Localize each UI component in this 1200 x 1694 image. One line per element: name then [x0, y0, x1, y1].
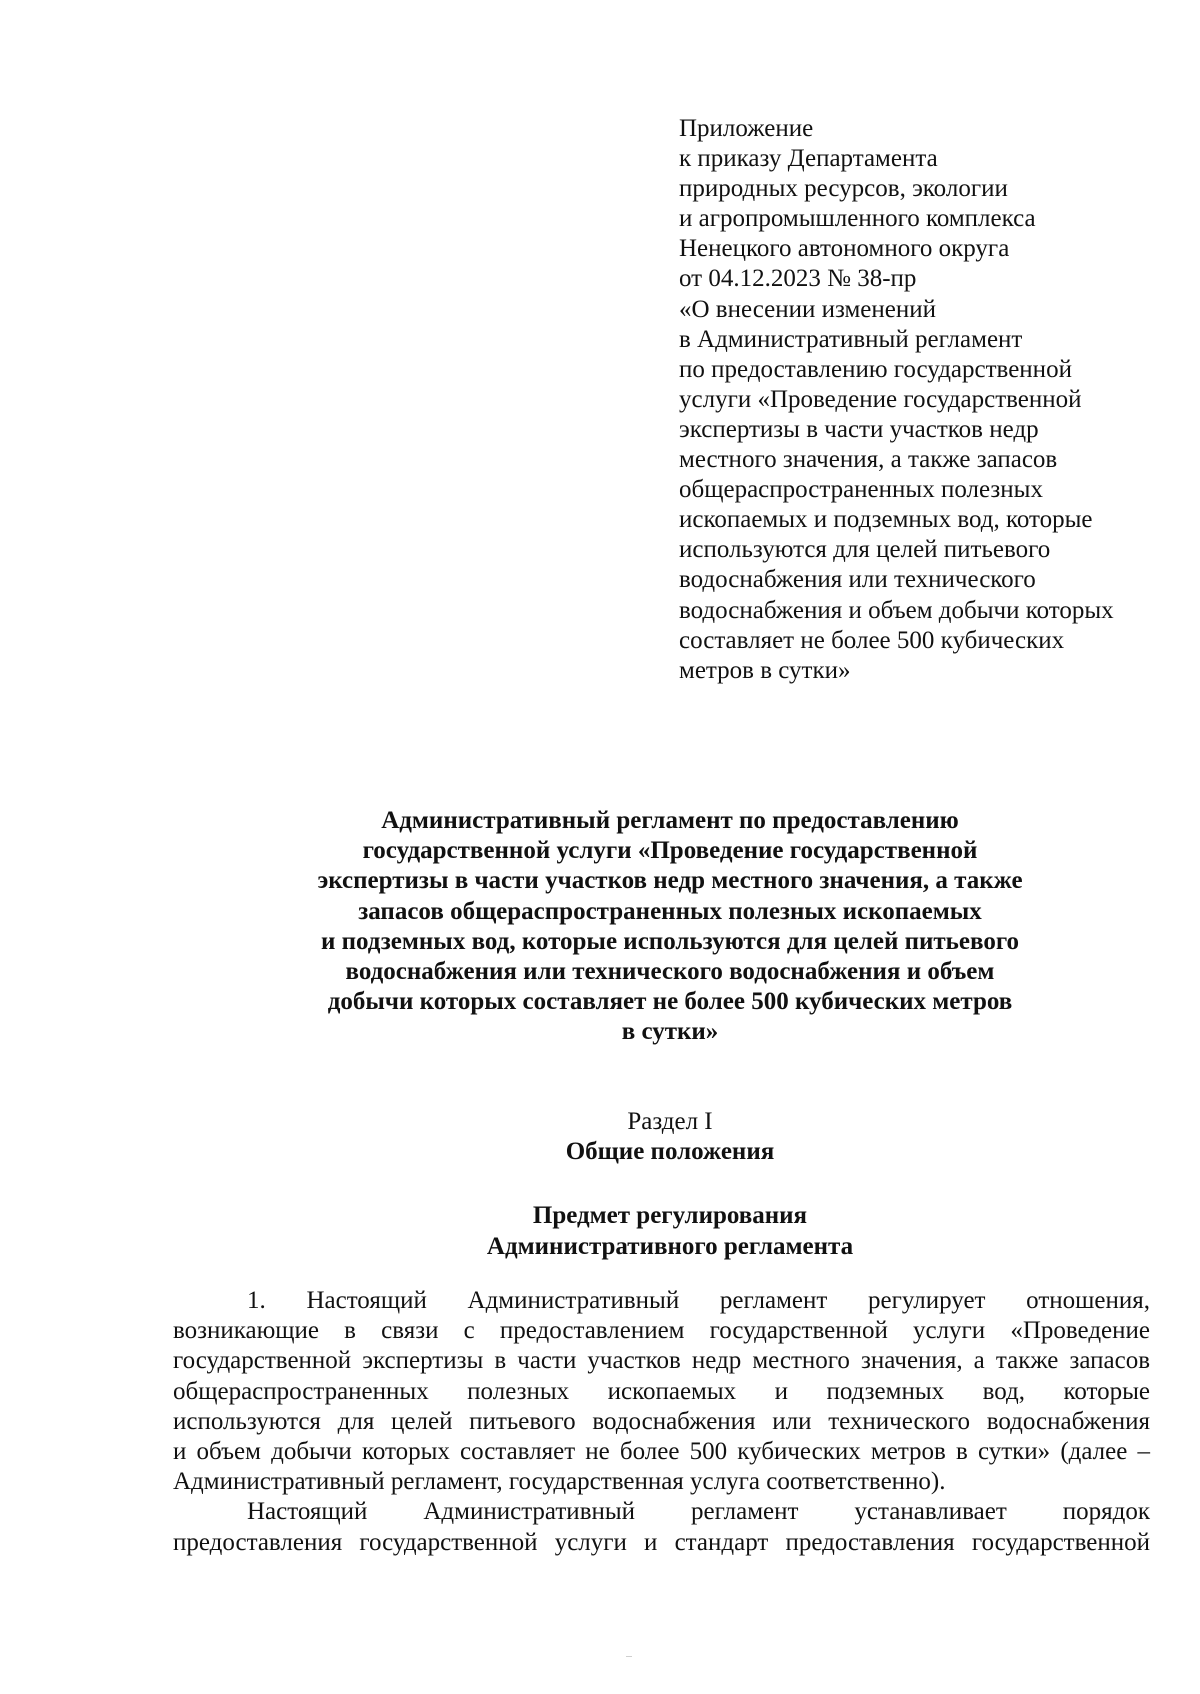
appendix-line: природных ресурсов, экологии: [679, 175, 1008, 203]
appendix-line: водоснабжения и объем добычи которых: [679, 596, 1114, 624]
appendix-line: водоснабжения или технического: [679, 566, 1036, 594]
appendix-line: к приказу Департамента: [679, 145, 938, 173]
appendix-line: используются для целей питьевого: [679, 536, 1051, 564]
title-line: государственной услуги «Проведение государственной: [362, 837, 978, 865]
paragraph-line: возникающие в связи с предоставлением государственной услуги «Проведение: [173, 1317, 1150, 1345]
paragraph-line: общераспространенных полезных ископаемых и подземных вод, которые: [173, 1377, 1150, 1405]
paragraph-line: Административный регламент, государственная услуга соответственно).: [173, 1468, 946, 1496]
appendix-line: по предоставлению государственной: [679, 355, 1072, 383]
paragraph-line: и объем добычи которых составляет не более 500 кубических метров в сутки» (далее –: [173, 1438, 1150, 1466]
appendix-line: местного значения, а также запасов: [679, 446, 1058, 474]
title-line: в сутки»: [621, 1018, 719, 1046]
appendix-line: Приложение: [679, 115, 814, 142]
title-line: водоснабжения или технического водоснабжения и объем: [345, 958, 995, 986]
section-heading: Общие положения: [565, 1138, 775, 1165]
appendix-line: общераспространенных полезных: [679, 476, 1043, 504]
appendix-line: «О внесении изменений: [679, 295, 937, 323]
appendix-line: составляет не более 500 кубических: [679, 626, 1065, 654]
appendix-line: от 04.12.2023 № 38-пр: [679, 265, 917, 293]
appendix-line: Ненецкого автономного округа: [679, 235, 1010, 263]
paragraph-line: используются для целей питьевого водоснабжения или технического водоснабжения: [173, 1407, 1150, 1435]
title-line: Административный регламент по предоставлению: [381, 807, 959, 834]
title-line: добычи которых составляет не более 500 кубических метров: [327, 988, 1013, 1016]
subject-heading-line: Административного регламента: [486, 1233, 854, 1260]
section-label: Раздел I: [627, 1108, 713, 1135]
paragraph-line: государственной экспертизы в части участков недр местного значения, а также запасов: [173, 1347, 1150, 1375]
paragraph-line: предоставления государственной услуги и стандарт предоставления государственной: [173, 1528, 1150, 1556]
appendix-line: и агропромышленного комплекса: [679, 205, 1036, 233]
appendix-line: ископаемых и подземных вод, которые: [679, 506, 1093, 534]
subject-heading: [170, 1200, 1170, 1262]
title-line: и подземных вод, которые используются для целей питьевого: [320, 927, 1020, 955]
paragraph-line: 1. Настоящий Административный регламент регулирует отношения,: [247, 1287, 1150, 1314]
title-line: экспертизы в части участков недр местного значения, а также: [317, 867, 1023, 895]
body-paragraphs: [173, 1286, 1150, 1558]
appendix-line: экспертизы в части участков недр: [679, 415, 1039, 443]
appendix-line: метров в сутки»: [679, 656, 851, 684]
appendix-block: [679, 114, 1179, 686]
appendix-line: услуги «Проведение государственной: [679, 385, 1082, 413]
title-line: запасов общераспространенных полезных ископаемых: [358, 897, 982, 925]
paragraph-line: Настоящий Административный регламент устанавливает порядок: [247, 1498, 1150, 1526]
scan-mark: [626, 1656, 632, 1657]
subject-heading-line: Предмет регулирования: [532, 1202, 808, 1229]
appendix-line: в Административный регламент: [679, 325, 1023, 353]
document-title: [170, 806, 1170, 1048]
